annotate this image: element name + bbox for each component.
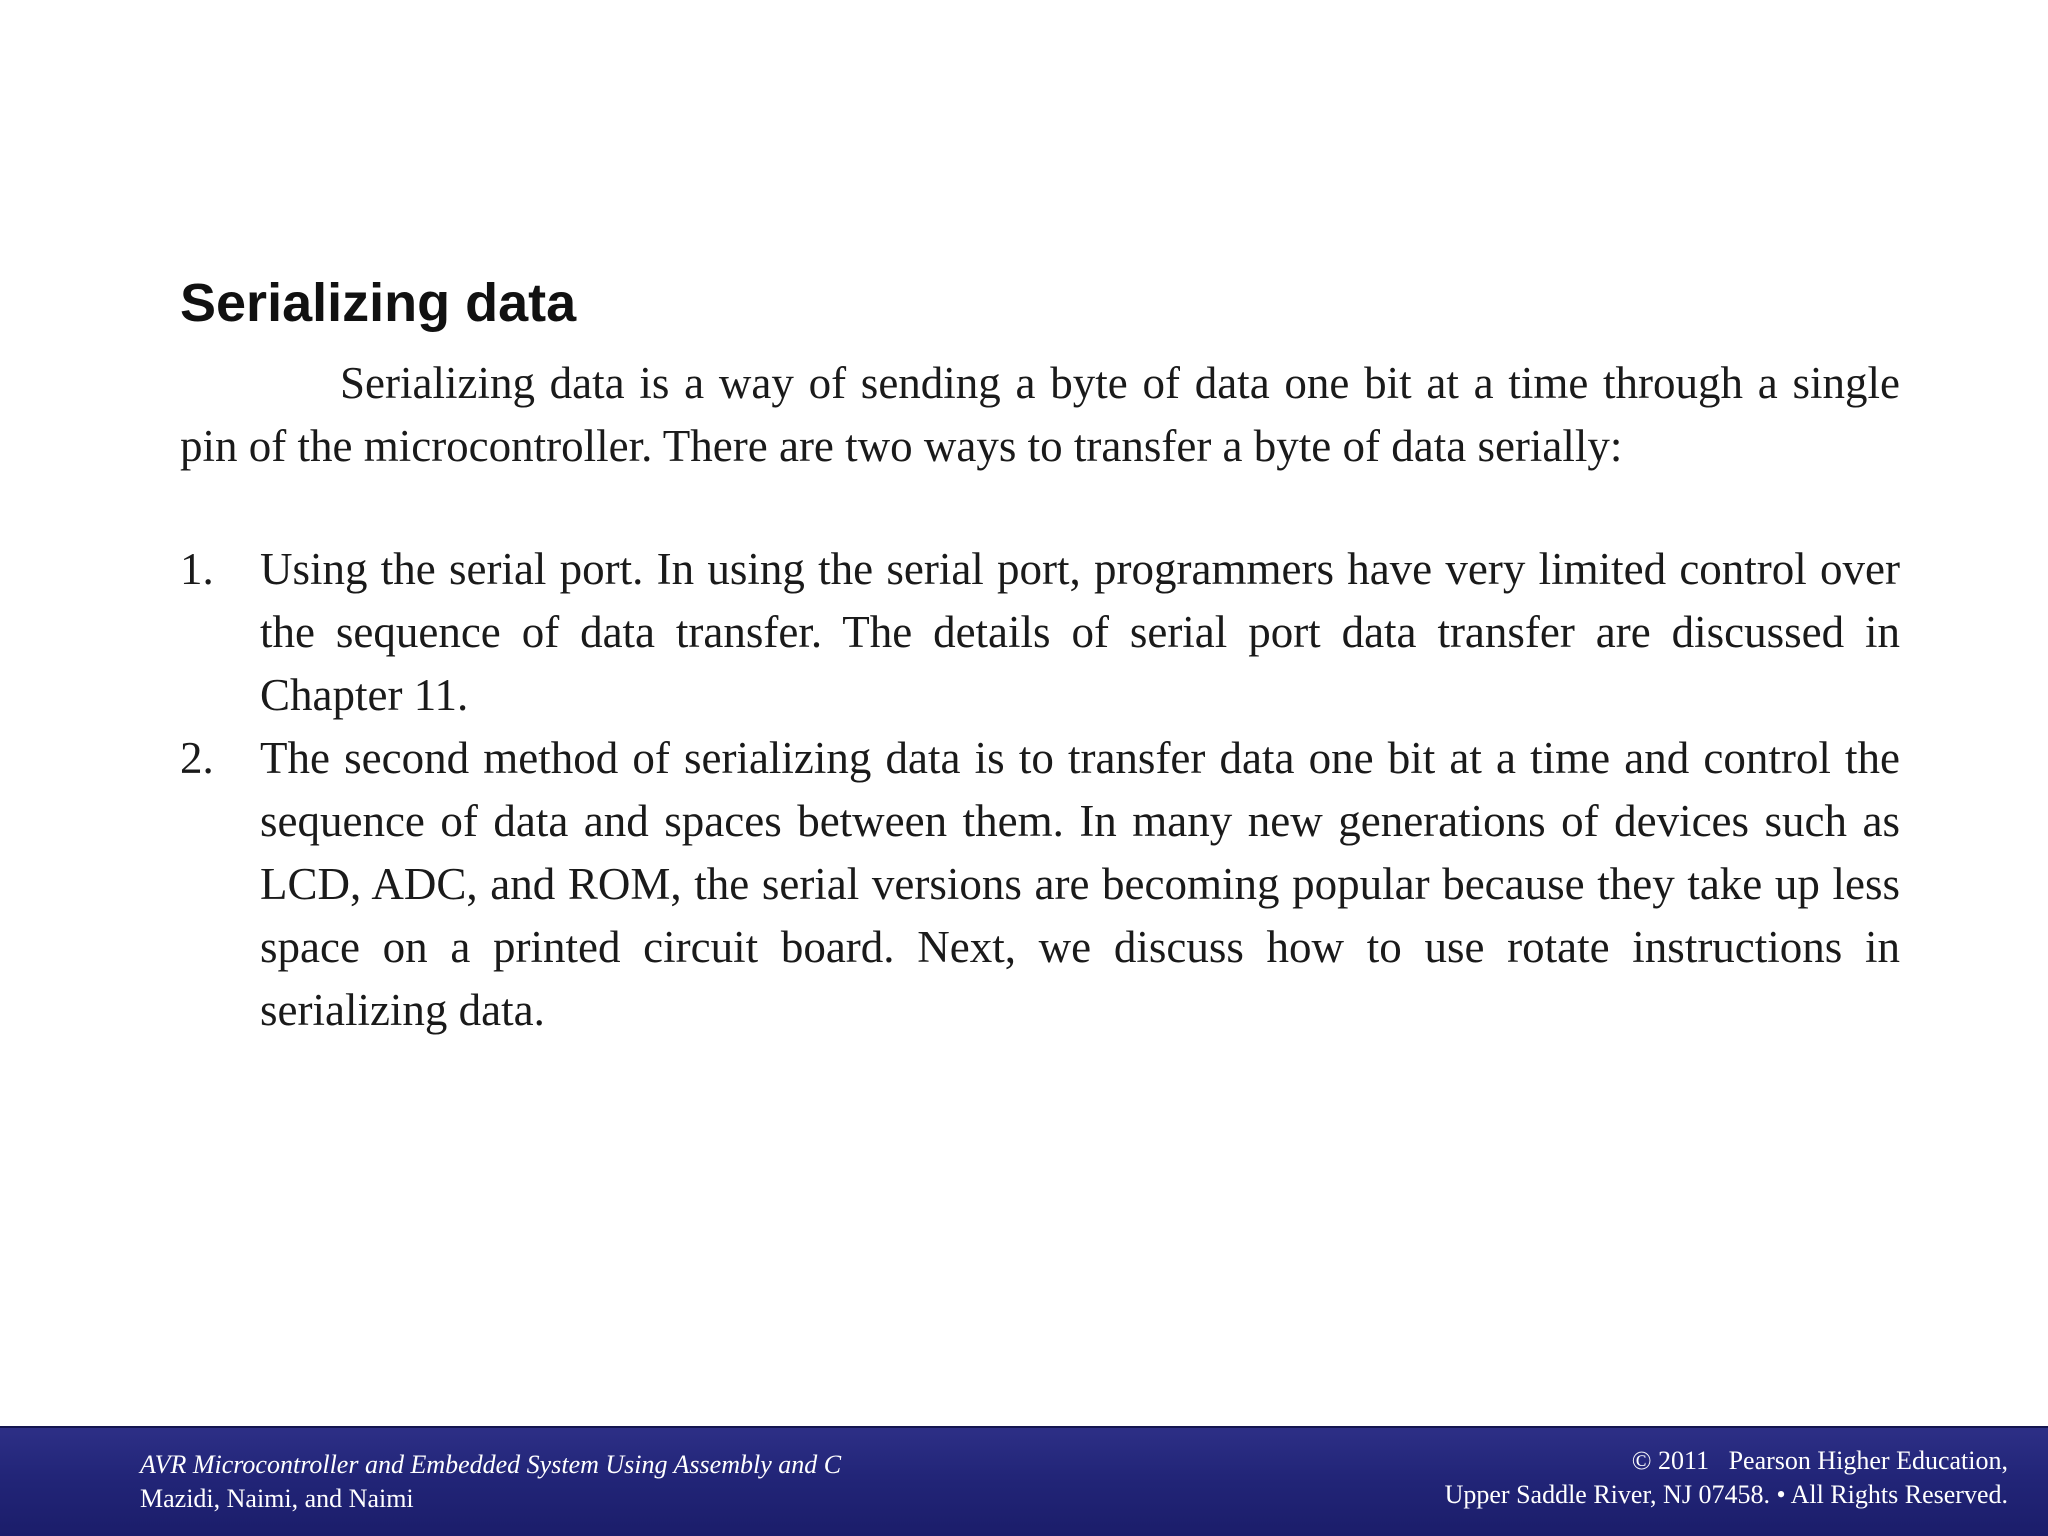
method-list [180,538,1900,1042]
slide-body [180,352,1900,1042]
list-item-number: 1. [180,544,214,594]
list-item-text: The second method of serializing data is to transfer data one bit at a time and control the sequence of data and spaces between them. In many new generations of devices such as LCD, ADC, and ROM, the serial versions are becoming popular because they take up less space on a printed circuit board. Next, we discuss how to use rotate instructions in serializing data. [260,733,1900,1035]
book-authors: Mazidi, Naimi, and Naimi [140,1484,414,1513]
slide-heading: Serializing data [180,273,577,333]
footer-bar [0,1426,2048,1536]
intro-paragraph: Serializing data is a way of sending a byte of data one bit at a time through a single pin of the microcontroller. There are two ways to transfer a byte of data serially: [180,358,1900,471]
footer-right [1445,1444,2008,1512]
list-item [180,538,1900,727]
footer-left [140,1448,841,1516]
slide-content [180,270,1900,1042]
list-item-text: Using the serial port. In using the serial port, programmers have very limited control over the sequence of data transfer. The details of serial port data transfer are discussed in Chapter 11. [260,544,1900,720]
copyright-line: © 2011 Pearson Higher Education, [1631,1446,2008,1475]
list-item [180,727,1900,1042]
address-line: Upper Saddle River, NJ 07458. • All Rights Reserved. [1444,1480,2008,1509]
list-item-number: 2. [180,733,214,783]
book-title: AVR Microcontroller and Embedded System Using Assembly and C [140,1450,842,1479]
